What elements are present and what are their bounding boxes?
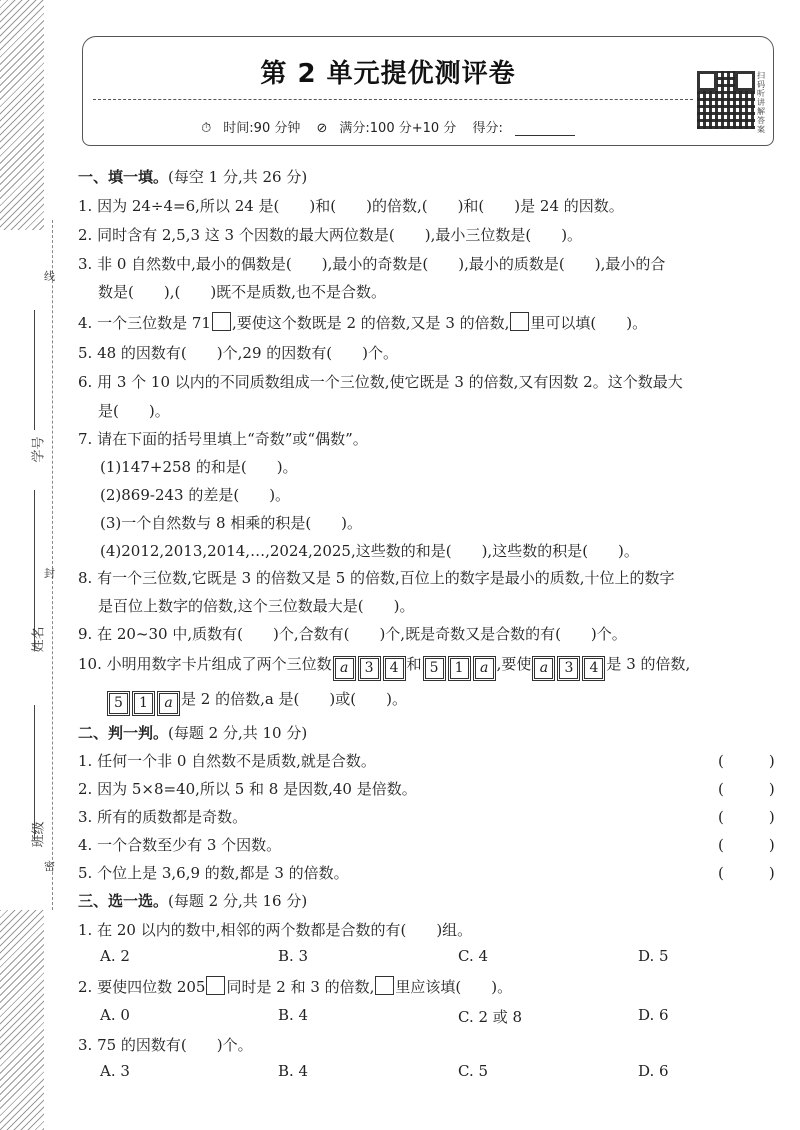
class-blank-line — [34, 705, 35, 840]
q1-7: 7. 请在下面的括号里填上“奇数”或“偶数”。 — [78, 430, 368, 448]
digit-box[interactable] — [212, 312, 231, 331]
check-icon: ⊘ — [316, 121, 328, 136]
card-a: a — [159, 693, 178, 714]
qr-code-icon[interactable] — [697, 71, 755, 129]
section1-note: (每空 1 分,共 26 分) — [168, 168, 308, 186]
judge-answer-4[interactable]: ( ) — [718, 836, 775, 854]
q1-5: 5. 48 的因数有( )个,29 的因数有( )个。 — [78, 344, 398, 362]
q1-6-cont: 是( )。 — [98, 402, 170, 420]
choice-q1-option-d[interactable]: D. 5 — [638, 947, 669, 965]
card-5: 5 — [109, 693, 128, 714]
q1-1: 1. 因为 24÷4=6,所以 24 是( )和( )的倍数,( )和( )是 24 的因数。 — [78, 197, 624, 215]
choice-q3-option-b[interactable]: B. 4 — [278, 1062, 309, 1080]
q1-6: 6. 用 3 个 10 以内的不同质数组成一个三位数,使它既是 3 的倍数,又有因数 2。这个数最大 — [78, 373, 683, 391]
judge-item-3: 3. 所有的质数都是奇数。 — [78, 808, 248, 826]
judge-answer-3[interactable]: ( ) — [718, 808, 775, 826]
card-a: a — [335, 658, 354, 679]
section3-title: 三、选一选。 — [78, 892, 169, 910]
judge-answer-2[interactable]: ( ) — [718, 780, 775, 798]
digit-box[interactable] — [375, 976, 394, 995]
choice-q3: 3. 75 的因数有( )个。 — [78, 1036, 253, 1054]
card-a: a — [475, 658, 494, 679]
name-label: 姓名 — [31, 626, 47, 653]
choice-q1-option-b[interactable]: B. 3 — [278, 947, 309, 965]
student-id-label: 学号 — [31, 436, 47, 463]
q1-10-e: 是 2 的倍数,a 是( )或( )。 — [181, 690, 407, 708]
judge-item-5: 5. 个位上是 3,6,9 的数,都是 3 的倍数。 — [78, 864, 349, 882]
timer-icon: ⏱ — [201, 121, 212, 136]
q1-2: 2. 同时含有 2,5,3 这 3 个因数的最大两位数是( ),最小三位数是( )。 — [78, 226, 583, 244]
q1-10-c: ,要使 — [496, 655, 532, 673]
choice-q2-b: 同时是 2 和 3 的倍数, — [226, 978, 375, 996]
choice-q3-option-d[interactable]: D. 6 — [638, 1062, 669, 1080]
q1-4 — [78, 312, 647, 333]
q1-7-1: (1)147+258 的和是( )。 — [100, 458, 298, 476]
judge-item-4: 4. 一个合数至少有 3 个因数。 — [78, 836, 282, 854]
choice-q2 — [78, 976, 512, 997]
card-3: 3 — [559, 658, 578, 679]
q1-4-a: 4. 一个三位数是 71 — [78, 314, 211, 332]
q1-3: 3. 非 0 自然数中,最小的偶数是( ),最小的奇数是( ),最小的质数是( ),最小的合 — [78, 255, 666, 273]
section2-heading — [78, 722, 307, 743]
q1-10-a: 10. 小明用数字卡片组成了两个三位数 — [78, 655, 332, 673]
choice-q2-a: 2. 要使四位数 205 — [78, 978, 206, 996]
card-5: 5 — [425, 658, 444, 679]
section1-title: 一、填一填。 — [78, 168, 169, 186]
section3-heading — [78, 890, 307, 911]
q1-4-b: ,要使这个数既是 2 的倍数,又是 3 的倍数, — [231, 314, 510, 332]
choice-q2-option-d[interactable]: D. 6 — [638, 1006, 669, 1024]
choice-q3-option-a[interactable]: A. 3 — [100, 1062, 130, 1080]
full-score: 满分:100 分+10 分 — [339, 121, 457, 136]
section2-title: 二、判一判。 — [78, 724, 169, 742]
qr-caption: 扫码听讲解答案 — [757, 71, 765, 134]
choice-q1-option-c[interactable]: C. 4 — [458, 947, 489, 965]
q1-7-2: (2)869-243 的差是( )。 — [100, 486, 291, 504]
card-1: 1 — [134, 693, 153, 714]
card-3: 3 — [360, 658, 379, 679]
id-blank-line — [34, 310, 35, 430]
binding-mark-seal: 封 — [44, 567, 55, 580]
choice-q1-option-a[interactable]: A. 2 — [100, 947, 130, 965]
header-divider — [93, 99, 693, 100]
card-4: 4 — [584, 658, 603, 679]
class-label: 班级 — [31, 821, 47, 848]
q1-10-cont — [106, 688, 407, 714]
binding-hatch-top — [0, 0, 44, 230]
section2-note: (每题 2 分,共 10 分) — [168, 724, 308, 742]
section1-heading — [78, 166, 307, 187]
choice-q2-option-c[interactable]: C. 2 或 8 — [458, 1008, 523, 1026]
choice-q2-option-b[interactable]: B. 4 — [278, 1006, 309, 1024]
q1-9: 9. 在 20~30 中,质数有( )个,合数有( )个,既是奇数又是合数的有( )个。 — [78, 625, 627, 643]
q1-4-c: 里可以填( )。 — [530, 314, 648, 332]
q1-10-b: 和 — [406, 655, 422, 673]
judge-answer-5[interactable]: ( ) — [718, 864, 775, 882]
binding-mark-line: 线 — [44, 270, 55, 283]
page-title: 第 2 单元提优测评卷 — [260, 59, 516, 89]
score-blank[interactable] — [515, 123, 575, 136]
q1-3-cont: 数是( ),( )既不是质数,也不是合数。 — [98, 283, 386, 301]
choice-q3-option-c[interactable]: C. 5 — [458, 1062, 489, 1080]
choice-q1: 1. 在 20 以内的数中,相邻的两个数都是合数的有( )组。 — [78, 921, 473, 939]
exam-header — [82, 36, 774, 146]
q1-10-d: 是 3 的倍数, — [606, 655, 691, 673]
card-1: 1 — [450, 658, 469, 679]
choice-q2-c: 里应该填( )。 — [395, 978, 513, 996]
q1-10 — [78, 653, 690, 679]
q1-8-cont: 是百位上数字的倍数,这个三位数最大是( )。 — [98, 597, 415, 615]
digit-box[interactable] — [206, 976, 225, 995]
binding-mark-close: 密 — [44, 860, 55, 873]
digit-box[interactable] — [510, 312, 529, 331]
q1-7-4: (4)2012,2013,2014,…,2024,2025,这些数的和是( ),这些数的积是( )。 — [100, 542, 639, 560]
q1-7-3: (3)一个自然数与 8 相乘的积是( )。 — [100, 514, 363, 532]
judge-item-2: 2. 因为 5×8=40,所以 5 和 8 是因数,40 是倍数。 — [78, 780, 417, 798]
q1-8: 8. 有一个三位数,它既是 3 的倍数又是 5 的倍数,百位上的数字是最小的质数,十位上的数字 — [78, 569, 675, 587]
card-4: 4 — [385, 658, 404, 679]
card-a: a — [534, 658, 553, 679]
exam-meta — [83, 117, 693, 136]
time-limit: 时间:90 分钟 — [223, 121, 301, 136]
judge-item-1: 1. 任何一个非 0 自然数不是质数,就是合数。 — [78, 752, 376, 770]
judge-answer-1[interactable]: ( ) — [718, 752, 775, 770]
section3-note: (每题 2 分,共 16 分) — [168, 892, 308, 910]
choice-q2-option-a[interactable]: A. 0 — [100, 1006, 130, 1024]
binding-hatch-bottom — [0, 910, 44, 1130]
score-label: 得分: — [472, 121, 503, 136]
